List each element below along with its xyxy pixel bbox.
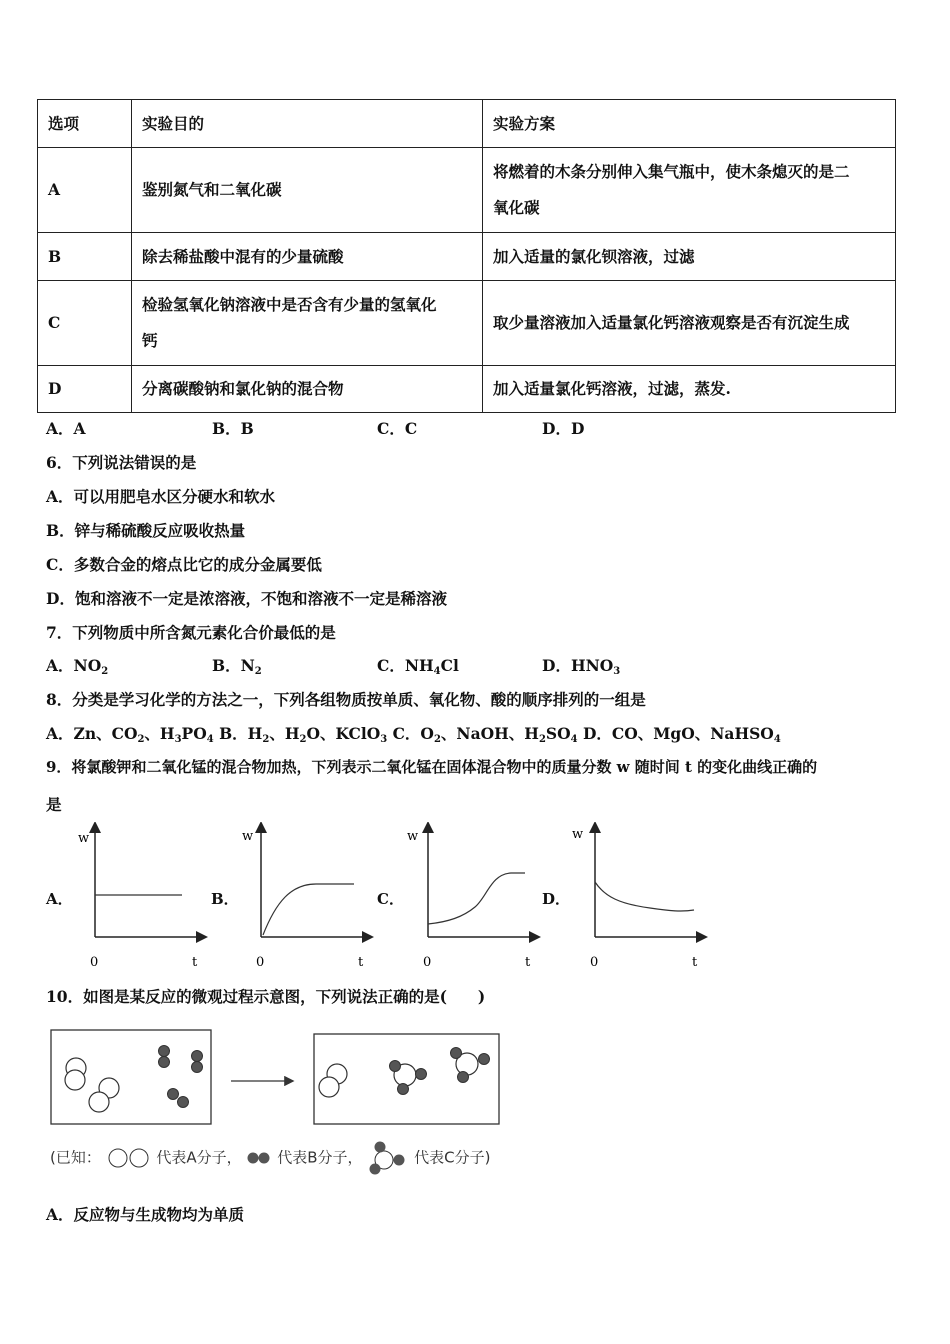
origin-label: 0	[256, 955, 265, 970]
header-cell: 实验目的	[132, 100, 483, 148]
graph-c	[403, 822, 543, 972]
curve-d	[595, 882, 694, 911]
q5-option-d[interactable]: D．D	[542, 419, 585, 438]
plan-cell	[483, 148, 896, 233]
option-cell: C	[38, 281, 132, 366]
origin-label: 0	[590, 955, 599, 970]
a-molecule	[65, 1058, 86, 1090]
q7-stem: 7．下列物质中所含氮元素化合价最低的是	[46, 623, 336, 642]
plan-cell: 加入适量氯化钙溶液，过滤，蒸发.	[483, 366, 896, 413]
q10-stem: 10．如图是某反应的微观过程示意图，下列说法正确的是( )	[46, 987, 486, 1006]
molecule-legend	[50, 1140, 490, 1176]
q9-label-a[interactable]: A．	[46, 890, 73, 908]
a-molecule	[319, 1064, 347, 1097]
header-cell: 选项	[38, 100, 132, 148]
x-axis-label: t	[525, 955, 531, 970]
x-axis-label: t	[358, 955, 364, 970]
origin-label: 0	[90, 955, 99, 970]
c-molecule-icon	[367, 1140, 409, 1176]
x-axis-label: t	[692, 955, 698, 970]
q6-stem: 6．下列说法错误的是	[46, 453, 197, 472]
curve-b	[263, 884, 354, 935]
experiment-table	[37, 99, 896, 413]
q5-option-a[interactable]: A．A	[46, 419, 86, 438]
q8-options[interactable]: A．Zn、$CO_2$、$H_3PO_4$ B．$H_2$、$H_2O$、KClO$_3$ C．$O_2$、NaOH、$H_2SO_4$ D．CO、MgO、NaHSO$_4$	[46, 724, 781, 745]
table-header-row	[38, 100, 896, 148]
origin-label: 0	[423, 955, 432, 970]
q9-label-d[interactable]: D．	[542, 890, 571, 908]
plan-cell: 加入适量的氯化钡溶液，过滤	[483, 233, 896, 281]
a-molecule-icon	[106, 1147, 152, 1169]
q8-stem: 8．分类是学习化学的方法之一，下列各组物质按单质、氧化物、酸的顺序排列的一组是	[46, 690, 646, 709]
legend-b: 代表B分子，	[277, 1148, 363, 1167]
c-molecule	[390, 1061, 427, 1095]
option-cell: A	[38, 148, 132, 233]
curve-c	[428, 873, 525, 924]
q9-label-b[interactable]: B．	[211, 890, 239, 908]
q7-option-c[interactable]: C．$NH_4Cl$	[377, 656, 459, 677]
q7-option-d[interactable]: D．$HNO_3$	[542, 656, 621, 677]
legend-c: 代表C分子)	[414, 1148, 491, 1167]
q7-option-a[interactable]: A．$NO_2$	[46, 656, 109, 677]
b-molecule	[192, 1051, 203, 1073]
reaction-diagram	[46, 1026, 516, 1131]
graph-b	[236, 822, 376, 972]
y-axis-label: w	[407, 829, 419, 844]
b-molecule-icon	[246, 1147, 272, 1169]
plan-cell: 取少量溶液加入适量氯化钙溶液观察是否有沉淀生成	[483, 281, 896, 366]
y-axis-label: w	[242, 829, 254, 844]
purpose-cell: 鉴别氮气和二氧化碳	[132, 148, 483, 233]
q7-option-b[interactable]: B．$N_2$	[212, 656, 262, 677]
y-axis-label: w	[572, 827, 584, 842]
option-cell: D	[38, 366, 132, 413]
q6-option-b[interactable]: B．锌与稀硫酸反应吸收热量	[46, 521, 246, 540]
option-cell: B	[38, 233, 132, 281]
purpose-line: 检验氢氧化钠溶液中是否含有少量的氢氧化	[142, 295, 437, 314]
a-molecule	[89, 1078, 119, 1112]
plan-line: 氧化碳	[493, 198, 540, 217]
q9-stem-line1: 9．将氯酸钾和二氧化锰的混合物加热，下列表示二氧化锰在固体混合物中的质量分数 w 随时间 t 的变化曲线正确的	[46, 758, 818, 776]
purpose-cell: 除去稀盐酸中混有的少量硫酸	[132, 233, 483, 281]
table-row	[38, 366, 896, 413]
table-row	[38, 281, 896, 366]
purpose-cell	[132, 281, 483, 366]
table-row	[38, 233, 896, 281]
x-axis-label: t	[192, 955, 198, 970]
header-cell: 实验方案	[483, 100, 896, 148]
q6-option-d[interactable]: D．饱和溶液不一定是浓溶液，不饱和溶液不一定是稀溶液	[46, 589, 447, 608]
q9-stem-line2: 是	[46, 795, 62, 814]
purpose-line: 钙	[142, 331, 158, 350]
q6-option-c[interactable]: C．多数合金的熔点比它的成分金属要低	[46, 555, 322, 574]
b-molecule	[168, 1089, 189, 1108]
table-row	[38, 148, 896, 233]
q5-option-c[interactable]: C．C	[377, 419, 418, 438]
legend-a: 代表A分子，	[156, 1148, 242, 1167]
legend-open: (已知：	[50, 1148, 101, 1167]
purpose-cell: 分离碳酸钠和氯化钠的混合物	[132, 366, 483, 413]
q10-option-a[interactable]: A．反应物与生成物均为单质	[46, 1205, 245, 1224]
b-molecule	[159, 1046, 170, 1068]
plan-line: 将燃着的木条分别伸入集气瓶中，使木条熄灭的是二	[493, 162, 850, 181]
graph-d	[570, 822, 710, 972]
q9-label-c[interactable]: C．	[377, 890, 404, 908]
q6-option-a[interactable]: A．可以用肥皂水区分硬水和软水	[46, 487, 276, 506]
y-axis-label: w	[78, 831, 90, 846]
graph-a	[70, 822, 210, 972]
q5-option-b[interactable]: B．B	[212, 419, 254, 438]
c-molecule	[451, 1048, 490, 1083]
